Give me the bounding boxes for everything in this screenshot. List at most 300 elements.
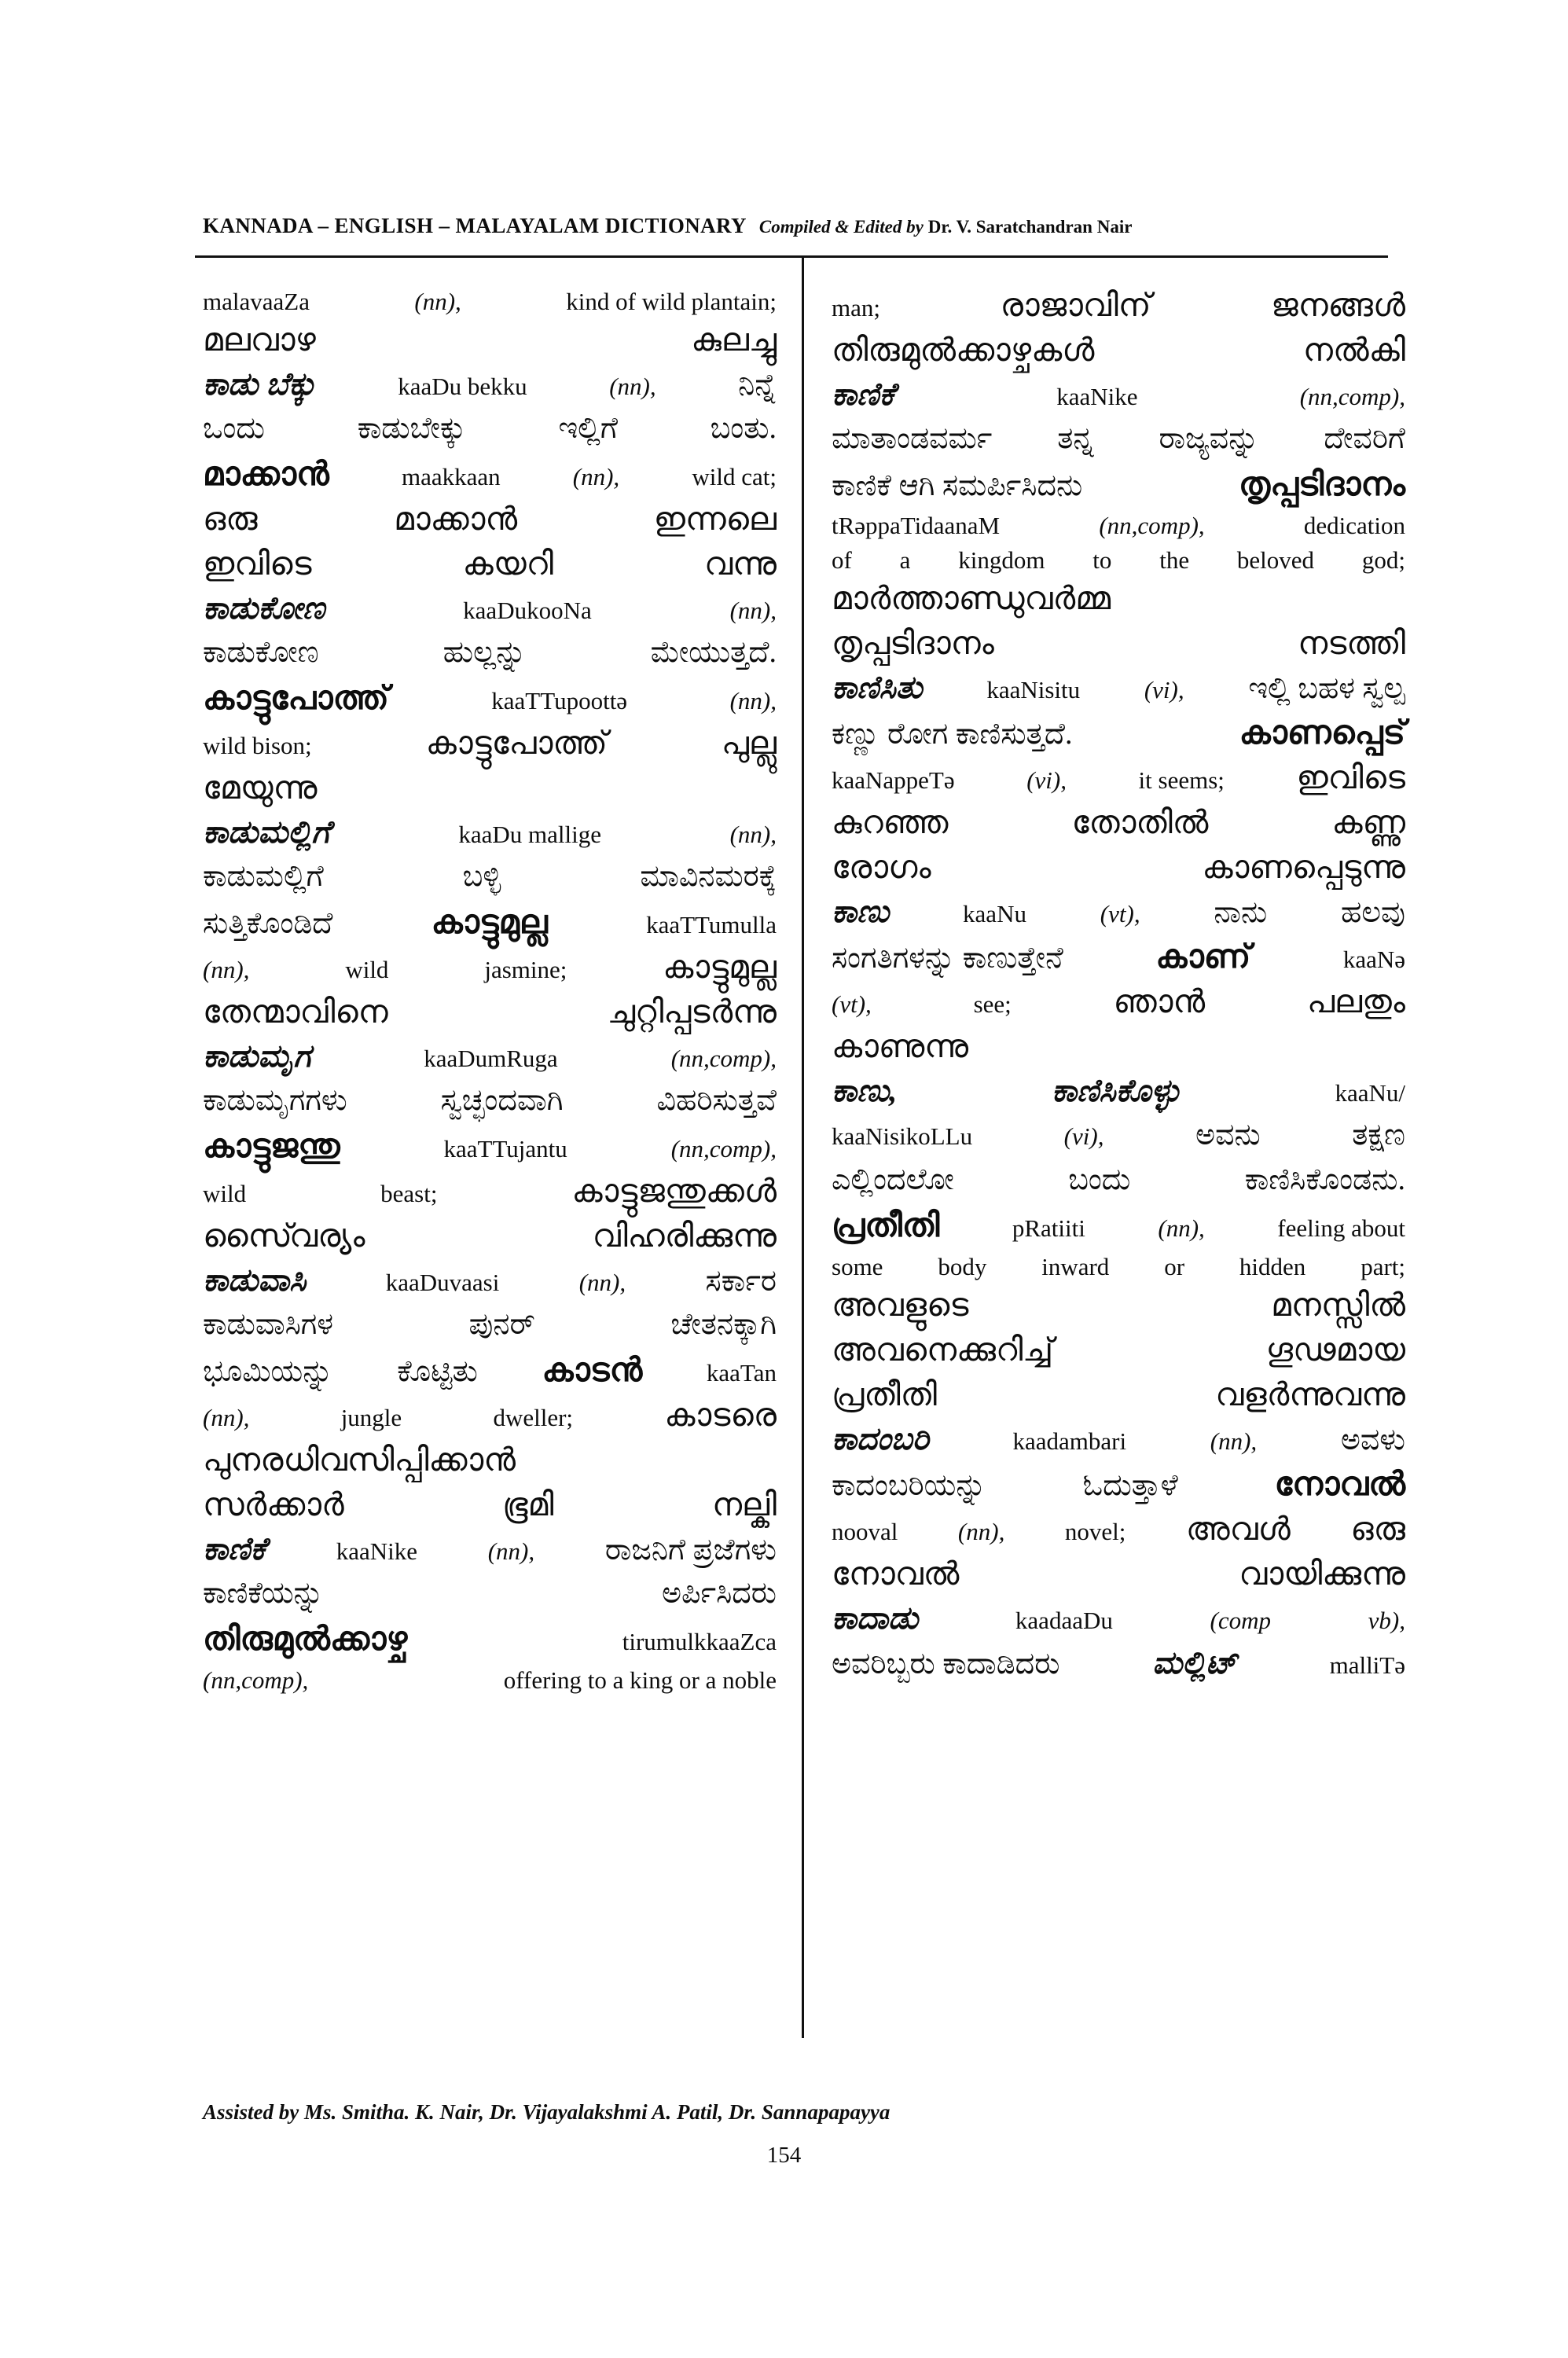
line-tokens <box>832 1555 1405 1592</box>
text-line <box>832 1120 1405 1165</box>
entry-text: കാട്ടുമുല്ല <box>663 949 777 985</box>
entry-text: ഭൂമി <box>502 1486 554 1522</box>
line-tokens <box>832 717 1405 750</box>
entry-text: മാർത്താണ്ഡുവർമ്മ <box>832 580 1111 616</box>
text-line <box>203 366 777 413</box>
entry-text: ಮೇಯುತ್ತದೆ. <box>650 636 777 669</box>
headword: കാട്ടുപോത്ത് <box>203 681 389 717</box>
entry-text: (vi), <box>1026 766 1067 794</box>
entry-text: ಚೇತನಕ್ಕಾಗಿ <box>670 1308 777 1341</box>
headword: ಕಾಡು ಬೆಕ್ಕು <box>203 366 316 402</box>
line-tokens <box>203 545 777 582</box>
headword: ಕಾದಂಬರಿ <box>832 1421 929 1456</box>
headword: കാണ് <box>1155 939 1251 975</box>
entry-text: കാട്ടുപോത്ത് <box>425 725 608 761</box>
line-tokens <box>832 1165 1405 1195</box>
entry-text: ನಾನು <box>1214 896 1268 929</box>
entry-text: ಕಾಡುವಾಸಿಗಳ <box>203 1308 333 1341</box>
entry-text: ಸಂಗತಿಗಳನ್ನು ಕಾಣುತ್ತೇನೆ <box>832 942 1063 975</box>
entry-text: (nn), <box>1158 1214 1205 1242</box>
entry-text: kaaNisikoLLu <box>832 1122 973 1150</box>
line-tokens <box>832 1376 1405 1412</box>
entry-text: the <box>1159 546 1190 574</box>
line-tokens <box>203 861 777 891</box>
entry-text: to <box>1092 546 1112 574</box>
line-tokens <box>832 1075 1405 1107</box>
entry-text: ഇവിടെ <box>1296 759 1405 795</box>
text-line <box>832 806 1405 851</box>
line-tokens <box>832 1030 1405 1063</box>
line-tokens <box>832 468 1405 501</box>
page-number: 154 <box>766 2143 802 2168</box>
entry-text: അവനെക്കുറിച്ച് <box>832 1331 1054 1368</box>
entry-text: (nn), <box>487 1537 535 1565</box>
entry-text: jasmine; <box>484 956 567 983</box>
text-line <box>832 468 1405 513</box>
line-tokens <box>832 1647 1405 1679</box>
entry-text: kaaNappeTə <box>832 766 955 794</box>
line-tokens <box>203 1220 777 1252</box>
entry-text: (nn), <box>572 463 620 490</box>
header-rule <box>195 255 1388 258</box>
right-text-column <box>832 289 1405 1692</box>
entry-text: wild <box>345 956 389 983</box>
entry-text: മേയുന്നു <box>203 769 318 806</box>
entry-text: കാണുന്നു <box>832 1028 969 1064</box>
column-divider-rule <box>802 255 804 2038</box>
entry-text: kaaNike <box>1056 383 1138 410</box>
line-tokens <box>832 941 1405 974</box>
entry-text: ಕಣ್ಣು ರೋಗ ಕಾಣಿಸುತ್ತದೆ. <box>832 718 1073 751</box>
entry-text: ಕಾಡುಮಲ್ಲಿಗೆ <box>203 860 324 893</box>
entry-text: ಅವರಿಬ್ಬರು ಕಾದಾಡಿದರು <box>832 1647 1060 1680</box>
text-line <box>832 1210 1405 1254</box>
line-tokens <box>832 1289 1405 1321</box>
entry-text: ತಕ್ಷಣ <box>1352 1118 1405 1151</box>
text-line <box>832 424 1405 468</box>
text-line <box>203 1130 777 1175</box>
text-line <box>832 1555 1405 1603</box>
text-line <box>203 1309 777 1354</box>
text-line <box>832 1376 1405 1423</box>
entry-text: കുലച്ചു <box>691 321 777 358</box>
line-tokens <box>832 1331 1405 1368</box>
text-line <box>203 1486 777 1533</box>
entry-text: (nn), <box>729 821 777 848</box>
entry-text: ಬಳ್ಳಿ <box>462 860 501 893</box>
text-line <box>832 717 1405 762</box>
line-tokens <box>203 951 777 983</box>
line-tokens <box>832 1513 1405 1545</box>
line-tokens <box>203 727 777 759</box>
line-tokens <box>832 1600 1405 1636</box>
text-line <box>832 627 1405 672</box>
line-tokens <box>203 1130 777 1163</box>
entry-text: body <box>938 1253 987 1280</box>
text-line <box>203 996 777 1041</box>
entry-text: nooval <box>832 1518 898 1545</box>
entry-text: നൽകി <box>1302 332 1405 368</box>
entry-text: beloved <box>1236 546 1315 574</box>
text-line <box>832 289 1405 334</box>
entry-text: ಓದುತ್ತಾಳೆ <box>1082 1469 1178 1502</box>
entry-text: wild bison; <box>203 732 312 759</box>
entry-text: (nn,comp), <box>1299 383 1405 410</box>
entry-text: ಕಾಡುಕೋಣ <box>203 636 319 669</box>
entry-text: ಮಾವಿನಮರಕ್ಕೆ <box>640 860 777 893</box>
text-line <box>832 582 1405 627</box>
line-tokens <box>832 376 1405 412</box>
entry-text: malavaaZa <box>203 288 310 315</box>
line-tokens <box>832 672 1405 703</box>
entry-text: maakkaan <box>401 463 501 490</box>
entry-text: രോഗം <box>832 849 931 885</box>
entry-text: തൃപ്പടിദാനം <box>832 625 994 661</box>
text-line <box>203 545 777 593</box>
line-tokens <box>203 1399 777 1431</box>
line-tokens <box>832 627 1405 659</box>
line-tokens <box>832 548 1405 572</box>
entry-text: തിരുമുൽക്കാഴ്ചകൾ <box>832 332 1095 368</box>
entry-text: (nn), <box>414 288 461 315</box>
line-tokens <box>203 366 777 402</box>
text-line <box>832 672 1405 717</box>
entry-text: ಸುತ್ತಿಕೊಂಡಿದೆ <box>203 907 333 940</box>
entry-text: it seems; <box>1138 766 1225 794</box>
text-line <box>203 861 777 906</box>
entry-text: ಅರ್ಪಿಸಿದರು <box>662 1577 777 1610</box>
text-line <box>203 413 777 458</box>
entry-text: ഞാൻ <box>1113 983 1206 1019</box>
text-line <box>203 458 777 503</box>
entry-text: feeling about <box>1277 1214 1405 1242</box>
headword: കാട്ടുമുല്ല <box>431 905 548 941</box>
entry-text: ಮಾತಾಂಡವರ್ಮ <box>832 422 993 455</box>
text-line <box>203 1578 777 1623</box>
text-line <box>832 1647 1405 1692</box>
entry-text: തേന്മാവിനെ <box>203 994 388 1030</box>
text-line <box>203 1533 777 1578</box>
entry-text: ಭೂಮಿಯನ್ನು <box>203 1355 333 1388</box>
headword: പ്രതീതി <box>832 1208 940 1244</box>
entry-text: ചുറ്റിപ്പടർന്നു <box>607 994 777 1030</box>
text-line <box>832 1289 1405 1334</box>
entry-text: കാണപ്പെടുന്നു <box>1202 849 1405 885</box>
entry-text: jungle <box>340 1404 402 1431</box>
entry-text: ರಾಜನಿಗೆ ಪ್ರಜೆಗಳು <box>604 1533 777 1566</box>
line-tokens <box>832 806 1405 839</box>
line-tokens <box>832 1468 1405 1501</box>
entry-text: of <box>832 546 852 574</box>
line-tokens <box>203 289 777 314</box>
entry-text: ಎಲ್ಲಿಂದಲೋ <box>832 1163 954 1196</box>
line-tokens <box>203 1444 777 1476</box>
entry-text: (nn), <box>729 687 777 714</box>
entry-text: അവളുടെ <box>832 1287 969 1323</box>
line-tokens <box>832 896 1405 927</box>
line-tokens <box>832 289 1405 321</box>
headword: തൃപ്പടിദാനം <box>1239 467 1405 503</box>
entry-text: ഇന്നലെ <box>653 501 777 537</box>
entry-text: (nn), <box>609 373 656 400</box>
entry-text: beast; <box>380 1180 438 1207</box>
line-tokens <box>832 983 1405 1019</box>
entry-text: (nn,comp), <box>203 1666 309 1694</box>
text-line <box>832 1254 1405 1289</box>
entry-text: അവൾ <box>1185 1511 1291 1547</box>
entry-text: ಹಲವು <box>1341 896 1405 929</box>
headword: ಕಾದಾಡು <box>832 1600 919 1636</box>
entry-text: കുറഞ്ഞ <box>832 804 949 840</box>
entry-text: dweller; <box>493 1404 574 1431</box>
entry-text: (nn,comp), <box>670 1135 777 1162</box>
headword: ಕಾಣಿಸಿತು <box>832 670 923 705</box>
entry-text: നടത്തി <box>1298 625 1405 661</box>
entry-text: രാജാവിന് <box>1000 287 1151 323</box>
entry-text: ವಿಹರಿಸುತ್ತವೆ <box>656 1084 777 1117</box>
entry-text: കയറി <box>462 545 554 582</box>
line-tokens <box>832 1210 1405 1243</box>
headword: ಕಾಣಿಕೆ <box>203 1531 266 1566</box>
entry-text: offering to a king or a noble <box>503 1666 777 1694</box>
entry-text: ജനങ്ങൾ <box>1271 287 1405 323</box>
line-tokens <box>203 1486 777 1522</box>
entry-text: ಕಾಣಿಕೆಯನ್ನು <box>203 1577 324 1610</box>
entry-text: kaaTTupoottə <box>491 687 628 714</box>
text-line <box>832 896 1405 941</box>
entry-text: kaaNu/ <box>1335 1079 1405 1107</box>
entry-text: ಕಾದಂಬರಿಯನ್ನು <box>832 1469 986 1502</box>
text-line <box>203 1668 777 1702</box>
entry-text: god; <box>1361 546 1405 574</box>
line-tokens <box>203 1085 777 1115</box>
text-line <box>832 983 1405 1030</box>
line-tokens <box>203 1262 777 1298</box>
line-tokens <box>203 1354 777 1387</box>
entry-text: ഒരു <box>1350 1511 1405 1547</box>
text-line <box>203 1399 777 1444</box>
entry-text: ಕೊಟ್ಟಿತು <box>397 1355 478 1388</box>
entry-text: ರಾಜ್ಯವನ್ನು <box>1159 422 1259 455</box>
compiled-by-label: Compiled & Edited by <box>758 217 924 237</box>
entry-text: (vt), <box>832 990 872 1018</box>
entry-text: kaaTan <box>706 1359 777 1387</box>
entry-text: ഒരു <box>203 501 258 537</box>
entry-text: kaaNike <box>336 1537 418 1565</box>
entry-text: പ്രതീതി <box>832 1376 938 1412</box>
headword: ಕಾಡುವಾಸಿ <box>203 1262 307 1298</box>
entry-text: വായിക്കുന്നു <box>1239 1555 1405 1592</box>
entry-text: വളർന്നുവന്നു <box>1215 1376 1405 1412</box>
text-line <box>832 376 1405 424</box>
entry-text: ಬಂದು <box>1068 1163 1131 1196</box>
entry-text: ಕಾಣಿಕೆ ಆಗಿ ಸಮರ್ಪಿಸಿದನು <box>832 469 1083 502</box>
entry-text: ತನ್ನ <box>1057 422 1094 455</box>
entry-text: kaaNu <box>963 900 1026 927</box>
line-tokens <box>832 1254 1405 1279</box>
text-line <box>832 759 1405 806</box>
headword: നോവൽ <box>1274 1467 1405 1503</box>
text-line <box>832 1513 1405 1558</box>
entry-text: kaaDuvaasi <box>385 1269 500 1296</box>
entry-text: ഇവിടെ <box>203 545 312 582</box>
headword: ಕಾಣು <box>832 894 890 929</box>
running-head-title: KANNADA – ENGLISH – MALAYALAM DICTIONARY <box>203 214 747 237</box>
entry-text: novel; <box>1064 1518 1126 1545</box>
text-line <box>832 941 1405 986</box>
line-tokens <box>203 682 777 715</box>
text-line <box>203 1220 777 1265</box>
headword: ಕಾಣಿಸಿಕೊಳ್ಳು <box>1051 1073 1181 1108</box>
entry-text: part; <box>1361 1253 1405 1280</box>
entry-text: kaaDu mallige <box>458 821 602 848</box>
assisted-by-note: Assisted by Ms. Smitha. K. Nair, Dr. Vijayalakshmi A. Patil, Dr. Sannapapayya <box>203 2100 890 2124</box>
entry-text: (nn), <box>203 1404 250 1431</box>
entry-text: tirumulkkaaZca <box>622 1628 777 1655</box>
text-line <box>832 1075 1405 1120</box>
entry-text: kaaTTumulla <box>646 911 777 938</box>
entry-text: കാടരെ <box>664 1397 777 1433</box>
line-tokens <box>203 1038 777 1074</box>
headword: കാടൻ <box>542 1353 643 1389</box>
entry-text: wild <box>203 1180 247 1207</box>
headword: ಕಾಣು, <box>832 1073 898 1108</box>
line-tokens <box>832 424 1405 454</box>
text-line <box>832 1423 1405 1468</box>
entry-text: മനസ്സിൽ <box>1271 1287 1405 1323</box>
entry-text: kingdom <box>958 546 1045 574</box>
entry-text: കാട്ടുജന്തുക്കൾ <box>571 1173 777 1209</box>
line-tokens <box>832 334 1405 366</box>
entry-text: മാക്കാൻ <box>394 501 518 537</box>
headword: കാണപ്പെട് <box>1239 715 1405 751</box>
entry-text: kaaDu bekku <box>398 373 527 400</box>
entry-text: ಪುನರ್ <box>468 1308 535 1341</box>
text-line <box>832 334 1405 379</box>
entry-text: ಇಲ್ಲಿ ಬಹಳ ಸ್ವಲ್ಪ <box>1248 672 1405 705</box>
entry-text: kaaNisitu <box>986 676 1081 703</box>
text-line <box>203 682 777 727</box>
line-tokens <box>203 769 777 806</box>
text-line <box>832 851 1405 896</box>
line-tokens <box>203 996 777 1028</box>
text-line <box>832 1600 1405 1647</box>
entry-text: നോവൽ <box>832 1555 960 1592</box>
entry-text: സർക്കാർ <box>203 1486 344 1522</box>
line-tokens <box>203 814 777 850</box>
entry-text: ಅವನು <box>1195 1118 1261 1151</box>
entry-text: (nn), <box>203 956 250 983</box>
entry-text: or <box>1164 1253 1185 1280</box>
entry-text: ಕಾಡುಮೃಗಗಳು <box>203 1084 347 1117</box>
entry-text: ಹುಲ್ಲನ್ನು <box>442 636 527 669</box>
text-line <box>203 951 777 996</box>
line-tokens <box>832 759 1405 795</box>
entry-text: (nn), <box>957 1518 1005 1545</box>
text-line <box>203 1175 777 1220</box>
entry-text: man; <box>832 294 880 321</box>
entry-text: പുല്ലു <box>721 725 777 761</box>
entry-text: വന്നു <box>704 545 777 582</box>
headword: കാട്ടുജന്തു <box>203 1129 340 1165</box>
entry-text: തോതിൽ <box>1071 804 1209 840</box>
line-tokens <box>203 413 777 443</box>
entry-text: tRəppaTidaanaM <box>832 512 1001 539</box>
text-line <box>203 727 777 772</box>
author-name: Dr. V. Saratchandran Nair <box>927 217 1133 237</box>
line-tokens <box>832 582 1405 615</box>
text-line <box>203 637 777 682</box>
text-line <box>203 1085 777 1130</box>
line-tokens <box>203 1668 777 1692</box>
entry-text: see; <box>973 990 1012 1018</box>
text-line <box>203 1623 777 1668</box>
text-line <box>832 1331 1405 1379</box>
line-tokens <box>832 1423 1405 1455</box>
entry-text: (nn), <box>1210 1427 1258 1455</box>
entry-text: wild cat; <box>692 463 777 490</box>
entry-text: kaaNə <box>1342 946 1405 973</box>
line-tokens <box>203 1175 777 1207</box>
entry-text: some <box>832 1253 883 1280</box>
entry-text: a <box>899 546 911 574</box>
entry-text: kaadaaDu <box>1015 1607 1113 1634</box>
line-tokens <box>203 637 777 667</box>
line-tokens <box>832 1120 1405 1150</box>
entry-text: (vi), <box>1063 1122 1104 1150</box>
entry-text: സൈ്വര്യം <box>203 1218 365 1254</box>
line-tokens <box>203 906 777 939</box>
headword: ಕಾಡುಮಲ್ಲಿಗೆ <box>203 814 330 850</box>
entry-text: ಕಾಡುಬೇಕ್ಕು <box>357 412 466 445</box>
entry-text: പുനരധിവസിപ്പിക്കാൻ <box>203 1442 516 1478</box>
headword: മാക്കാൻ <box>203 457 329 493</box>
text-line <box>203 1038 777 1085</box>
entry-text: പലതും <box>1306 983 1405 1019</box>
entry-text: ಕಾಣಿಸಿಕೊಂಡನು. <box>1244 1163 1405 1196</box>
headword: ಕಾಡುಮೃಗ <box>203 1038 311 1074</box>
entry-text: (nn), <box>578 1269 626 1296</box>
entry-text: (nn), <box>729 597 777 624</box>
text-line <box>203 321 777 369</box>
text-line <box>832 1165 1405 1210</box>
text-line <box>203 289 777 324</box>
entry-text: മലവാഴ <box>203 321 316 358</box>
line-tokens <box>203 1578 777 1608</box>
text-line <box>203 1354 777 1399</box>
text-line <box>203 906 777 951</box>
text-line <box>832 1468 1405 1513</box>
entry-text: നല്കി <box>711 1486 777 1522</box>
line-tokens <box>203 503 777 535</box>
entry-text: kaaTTujantu <box>443 1135 567 1162</box>
entry-text: ಬಂತು. <box>710 412 777 445</box>
text-line <box>203 814 777 861</box>
entry-text: vb), <box>1368 1607 1405 1634</box>
text-line <box>203 590 777 637</box>
text-line <box>832 513 1405 548</box>
entry-text: ಒಂದು <box>203 412 266 445</box>
text-line <box>203 769 777 817</box>
entry-text: ഗൂഢമായ <box>1265 1331 1405 1368</box>
text-line <box>203 1262 777 1309</box>
entry-text: ಸರ್ಕಾರ <box>705 1265 777 1298</box>
entry-text: inward <box>1041 1253 1110 1280</box>
entry-text: pRatiiti <box>1012 1214 1085 1242</box>
entry-text: ದೇವರಿಗೆ <box>1324 422 1405 455</box>
entry-text: dedication <box>1303 512 1405 539</box>
line-tokens <box>203 1309 777 1339</box>
